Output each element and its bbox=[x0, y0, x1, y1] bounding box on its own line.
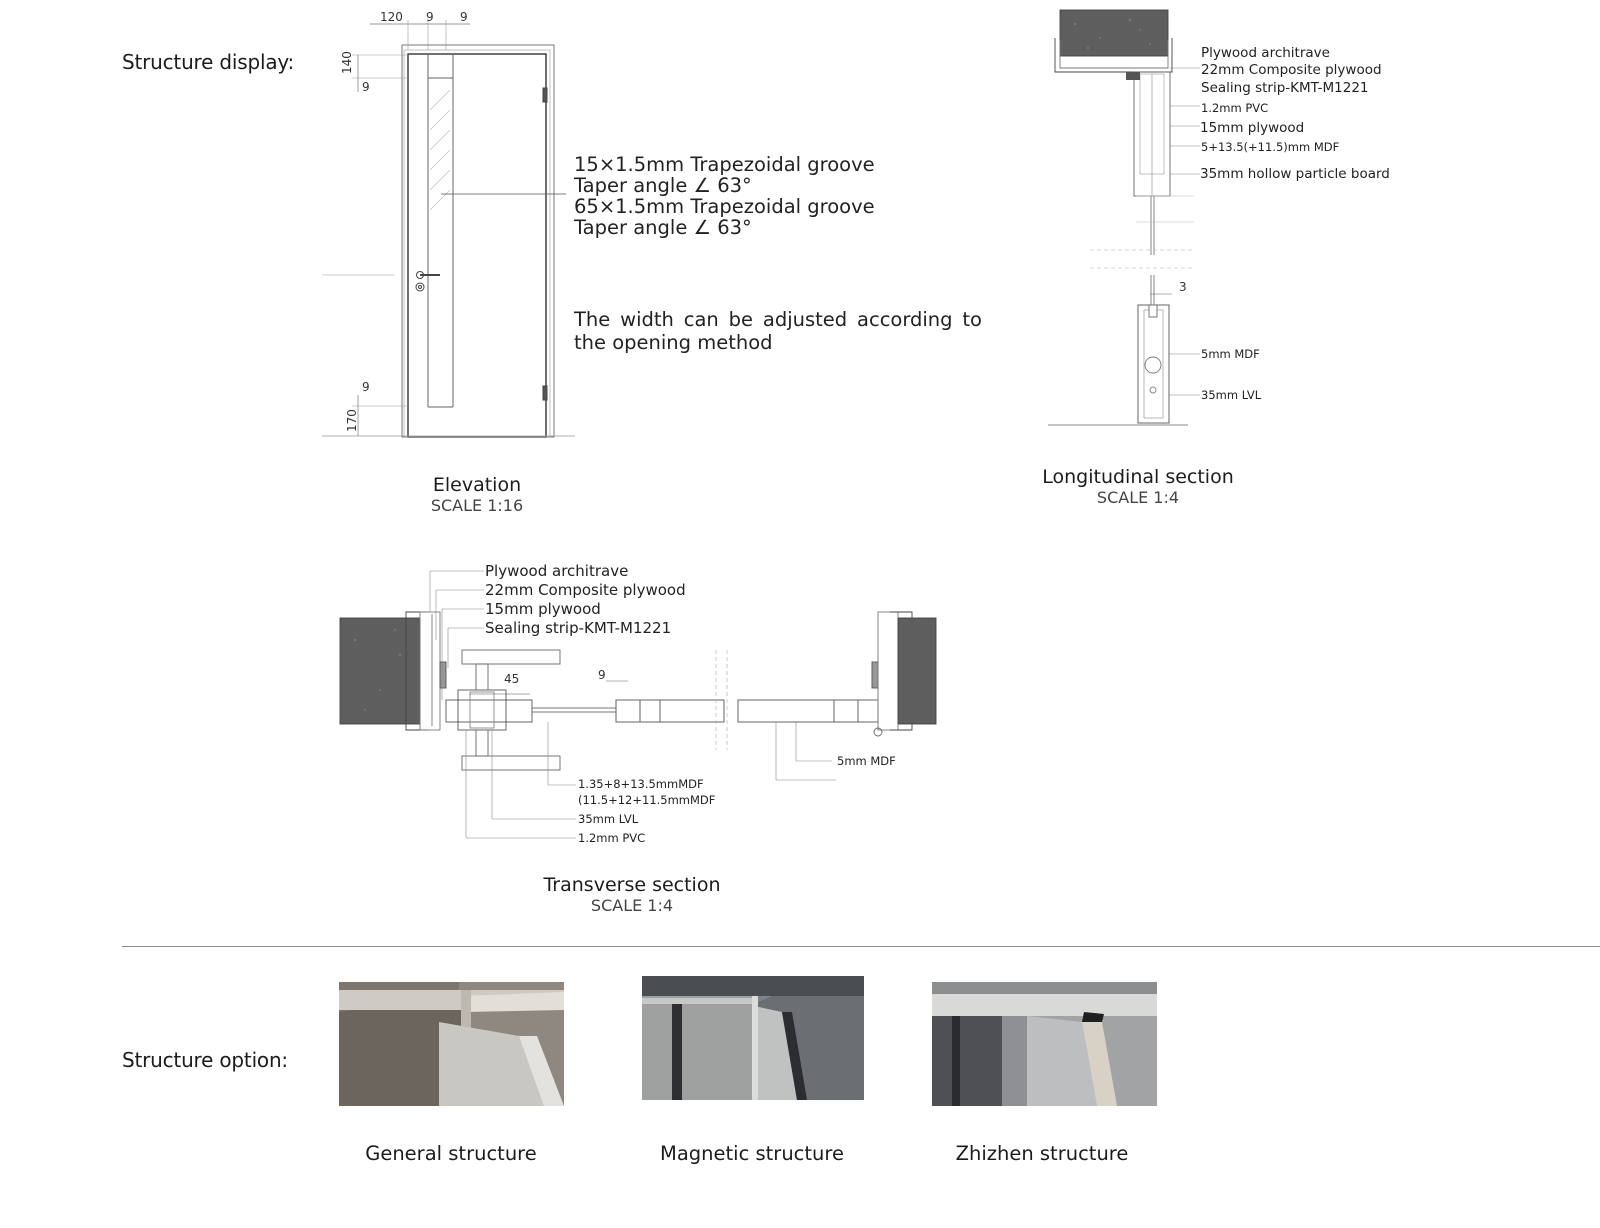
long-label-pvc: 1.2mm PVC bbox=[1201, 101, 1269, 115]
dim-top-9a: 9 bbox=[426, 10, 434, 24]
magnetic-structure-image bbox=[642, 976, 864, 1100]
general-structure-caption: General structure bbox=[365, 1142, 537, 1165]
groove-note-1: 15×1.5mm Trapezoidal groove bbox=[574, 153, 875, 176]
width-note: The width can be adjusted according to the opening method bbox=[574, 308, 982, 354]
elevation-scale: SCALE 1:16 bbox=[430, 496, 524, 515]
longitudinal-title: Longitudinal section bbox=[1042, 466, 1234, 488]
groove-note-3: 65×1.5mm Trapezoidal groove bbox=[574, 195, 875, 218]
general-structure-image bbox=[339, 982, 564, 1106]
transverse-caption bbox=[532, 874, 732, 915]
long-label-sealing: Sealing strip-KMT-M1221 bbox=[1201, 80, 1369, 96]
trans-label-mdf-a: 1.35+8+13.5mmMDF bbox=[578, 777, 704, 791]
trans-label-plywood: 15mm plywood bbox=[485, 600, 601, 618]
trans-label-architrave: Plywood architrave bbox=[485, 562, 629, 580]
structure-display-label: Structure display: bbox=[122, 50, 295, 74]
section-divider bbox=[122, 946, 1600, 947]
trans-label-5mm-mdf: 5mm MDF bbox=[837, 754, 896, 768]
transverse-title: Transverse section bbox=[543, 874, 721, 896]
groove-note-4: Taper angle ∠ 63° bbox=[574, 216, 752, 239]
structure-option-label: Structure option: bbox=[122, 1048, 288, 1072]
zhizhen-structure-caption: Zhizhen structure bbox=[955, 1142, 1129, 1165]
elevation-drawing bbox=[322, 20, 575, 437]
trans-label-sealing: Sealing strip-KMT-M1221 bbox=[485, 619, 672, 637]
long-label-lvl: 35mm LVL bbox=[1201, 388, 1262, 402]
long-label-composite: 22mm Composite plywood bbox=[1201, 62, 1382, 78]
magnetic-structure-caption: Magnetic structure bbox=[660, 1142, 844, 1165]
trans-dim-45: 45 bbox=[504, 672, 520, 686]
dim-side-170: 170 bbox=[345, 409, 359, 432]
groove-note-2: Taper angle ∠ 63° bbox=[574, 174, 752, 197]
trans-dim-9: 9 bbox=[598, 668, 606, 682]
elevation-caption bbox=[377, 474, 577, 515]
dim-top-9b: 9 bbox=[460, 10, 468, 24]
dim-side-9b: 9 bbox=[362, 380, 370, 394]
longitudinal-section-drawing bbox=[1048, 10, 1200, 425]
dim-top-120: 120 bbox=[380, 10, 403, 24]
long-label-mdf: 5+13.5(+11.5)mm MDF bbox=[1201, 140, 1340, 154]
dim-side-9a: 9 bbox=[362, 80, 370, 94]
trans-label-pvc: 1.2mm PVC bbox=[578, 831, 646, 845]
long-label-particle: 35mm hollow particle board bbox=[1200, 166, 1390, 182]
transverse-scale: SCALE 1:4 bbox=[590, 896, 674, 915]
long-label-5mm-mdf: 5mm MDF bbox=[1201, 347, 1260, 361]
elevation-title: Elevation bbox=[432, 474, 522, 496]
groove-notes bbox=[574, 154, 875, 238]
long-label-architrave: Plywood architrave bbox=[1201, 45, 1330, 61]
dim-side-140: 140 bbox=[340, 51, 354, 74]
trans-label-lvl: 35mm LVL bbox=[578, 812, 639, 826]
zhizhen-structure-image bbox=[932, 982, 1157, 1106]
trans-label-composite: 22mm Composite plywood bbox=[485, 581, 686, 599]
long-label-plywood: 15mm plywood bbox=[1200, 120, 1305, 136]
trans-label-mdf-b: (11.5+12+11.5mmMDF bbox=[578, 793, 716, 807]
longitudinal-scale: SCALE 1:4 bbox=[1096, 488, 1180, 507]
longitudinal-caption bbox=[1038, 466, 1238, 507]
long-dim-3: 3 bbox=[1179, 280, 1187, 294]
